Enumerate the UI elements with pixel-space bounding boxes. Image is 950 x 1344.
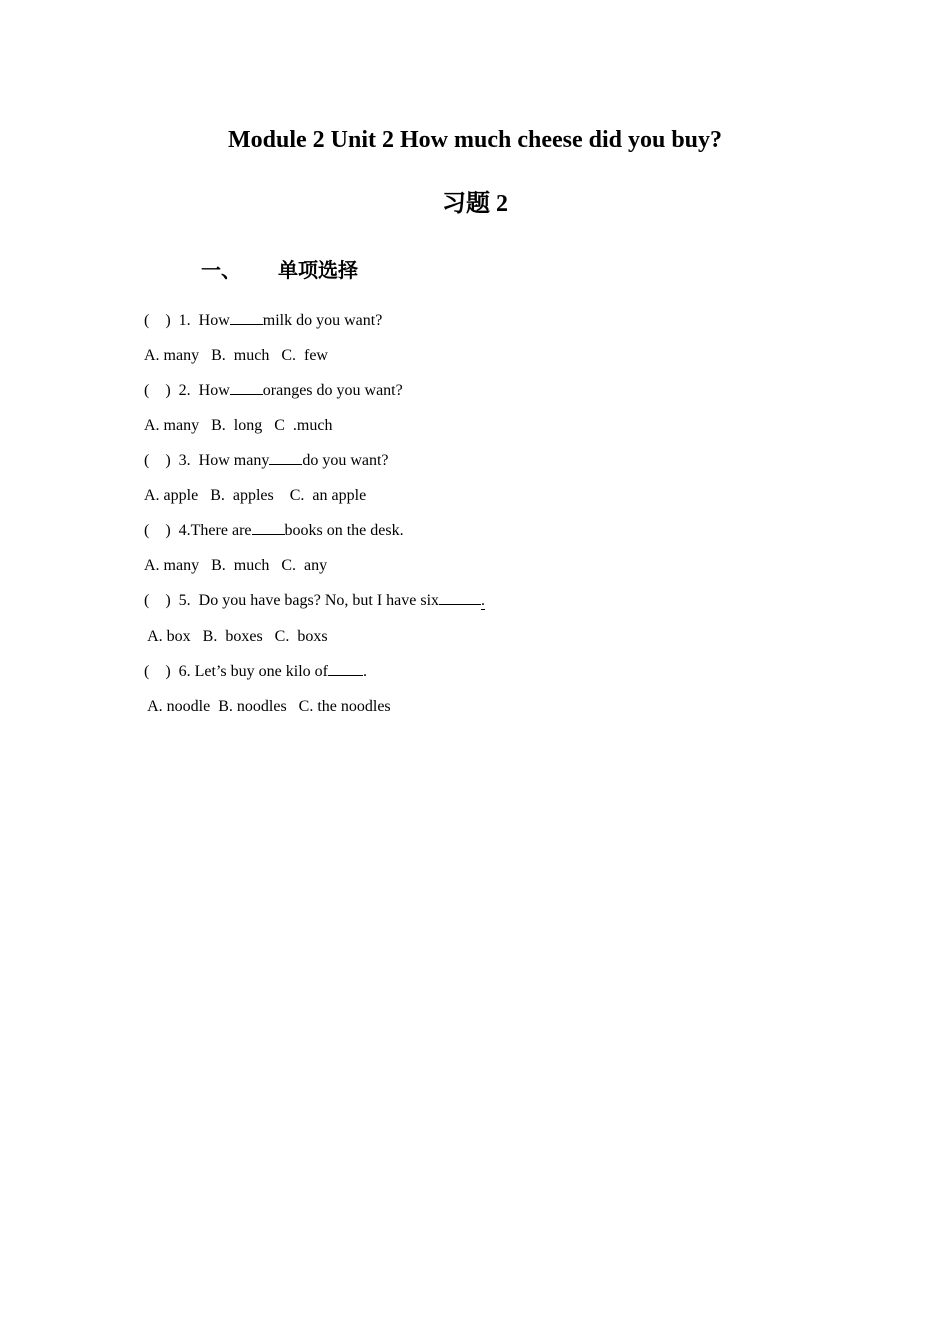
question-6-text-before: ( ) 6. Let’s buy one kilo of (144, 663, 328, 680)
question-5-stem (144, 590, 485, 612)
question-3-stem (144, 450, 389, 472)
question-6-text-after: . (362, 663, 367, 680)
question-3-text-after: do you want? (302, 452, 389, 469)
question-6-blank[interactable] (328, 661, 363, 676)
section-heading (201, 256, 358, 284)
question-4-text-before: ( ) 4.There are (144, 522, 252, 539)
question-2-text-after: oranges do you want? (262, 382, 403, 399)
question-5-blank[interactable] (439, 590, 481, 605)
question-3-options: A. apple B. apples C. an apple (144, 487, 367, 504)
question-2-stem (144, 380, 403, 402)
question-1-stem (144, 310, 382, 332)
question-2-blank[interactable] (230, 380, 263, 395)
question-4-options: A. many B. much C. any (144, 557, 328, 574)
page-subtitle: 习题 2 (442, 191, 508, 217)
question-1-blank[interactable] (230, 310, 263, 325)
question-6-options: A. noodle B. noodles C. the noodles (144, 698, 391, 715)
question-5-text-after: . (481, 592, 486, 609)
question-4-stem (144, 520, 404, 542)
question-5-text-before: ( ) 5. Do you have bags? No, but I have six (144, 592, 440, 609)
question-6-stem (144, 661, 367, 683)
section-title: 单项选择 (278, 258, 358, 282)
question-4-blank[interactable] (252, 520, 285, 535)
section-number: 一、 (201, 258, 241, 282)
question-3-text-before: ( ) 3. How many (144, 452, 270, 469)
question-4-text-after: books on the desk. (284, 522, 404, 539)
question-1-options: A. many B. much C. few (144, 347, 328, 364)
page-title: Module 2 Unit 2 How much cheese did you buy? (227, 127, 723, 153)
question-1-text-before: ( ) 1. How (144, 312, 230, 329)
question-1-text-after: milk do you want? (262, 312, 383, 329)
question-5-options: A. box B. boxes C. boxs (144, 628, 328, 645)
question-2-text-before: ( ) 2. How (144, 382, 230, 399)
question-3-blank[interactable] (269, 450, 302, 465)
question-2-options: A. many B. long C .much (144, 417, 333, 434)
